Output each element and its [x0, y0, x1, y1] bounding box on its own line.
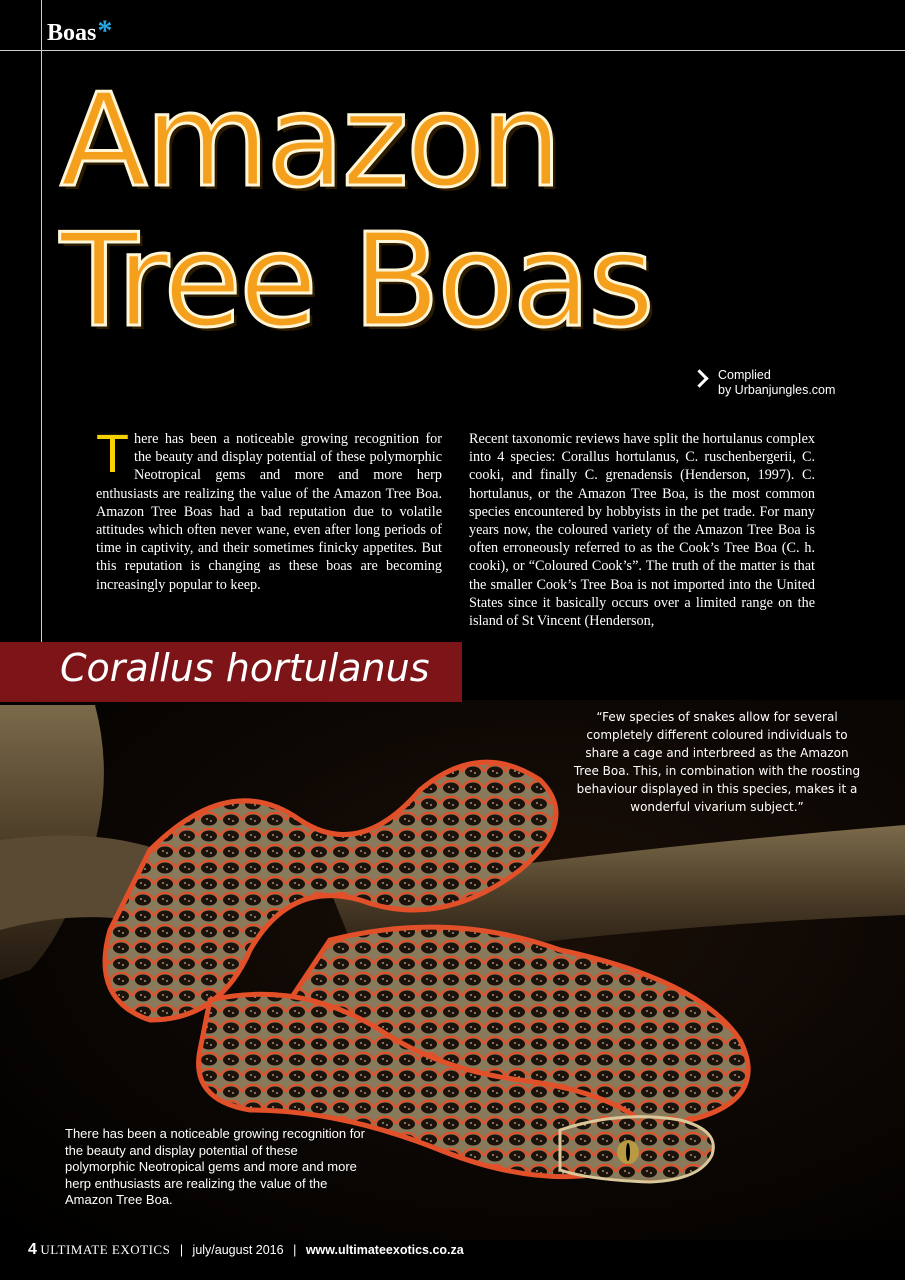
body-column-2: Recent taxonomic reviews have split the hortulanus complex into 4 species: Corallus hortulanus, C. ruschenbergerii, C. cooki, and finally C. grenadensis (Henderson, 1997). C. hortulanus, or the Amazon Tree Boa, is the most common species encountered by hobbyists in the pet trade. For many years now, the coloured variety of the Amazon Tree Boa is often erroneously referred to as the Cook’s Tree Boa (C. h. cooki), or “Coloured Cook’s”. The truth of the matter is that the smaller Cook’s Tree Boa is not imported into the United States since it basically occurs over a limited range on the island of St Vincent (Henderson, — [469, 431, 815, 630]
separator-2: | — [293, 1243, 297, 1257]
separator-1: | — [179, 1243, 184, 1257]
star-icon: * — [97, 14, 113, 47]
body-column-1-text: here has been a noticeable growing recognition for the beauty and display potential of these polymorphic Neotropical gems and more and more herp enthusiasts are realizing the value of the Amazon Tree Boa. Amazon Tree Boas had a bad reputation due to volatile attitudes which often never wane, even after long periods of time in captivity, and their sometimes finicky appetites. But this reputation is changing as these boas are becoming increasingly popular to keep. — [96, 431, 442, 593]
headline-line-1: Amazon — [60, 67, 560, 216]
section-label: Boas — [47, 20, 97, 46]
footer-row — [28, 1241, 464, 1259]
page-footer — [28, 1240, 905, 1280]
author-credit — [693, 368, 835, 398]
headline-line-2: Tree Boas — [60, 207, 652, 356]
credit-line-2: by Urbanjungles.com — [718, 383, 836, 397]
header-rule — [0, 50, 905, 51]
page-number: 4 — [28, 1241, 37, 1258]
magazine-name: ULTIMATE EXOTICS — [40, 1242, 171, 1257]
body-column-1 — [96, 424, 442, 594]
issue-date: july/august 2016 — [192, 1243, 284, 1257]
species-name: Corallus hortulanus — [60, 646, 430, 690]
website-link[interactable]: www.ultimateexotics.co.za — [305, 1243, 464, 1257]
chevron-right-icon — [690, 369, 708, 387]
drop-cap: T — [96, 424, 129, 484]
section-tag — [47, 14, 113, 54]
pull-quote: “Few species of snakes allow for several completely different coloured individuals to share a cage and interbreed as the Amazon Tree Boa. This, in combination with the roosting behaviour displayed in this species, makes it a wonderful vivarium subject.” — [573, 710, 861, 814]
credit-line-1: Complied — [718, 368, 771, 382]
headline — [60, 67, 652, 356]
photo-caption: There has been a noticeable growing recognition for the beauty and display potential of these polymorphic Neotropical gems and more and more herp enthusiasts are realizing the value of the Amazon Tree Boa. — [65, 1126, 365, 1207]
